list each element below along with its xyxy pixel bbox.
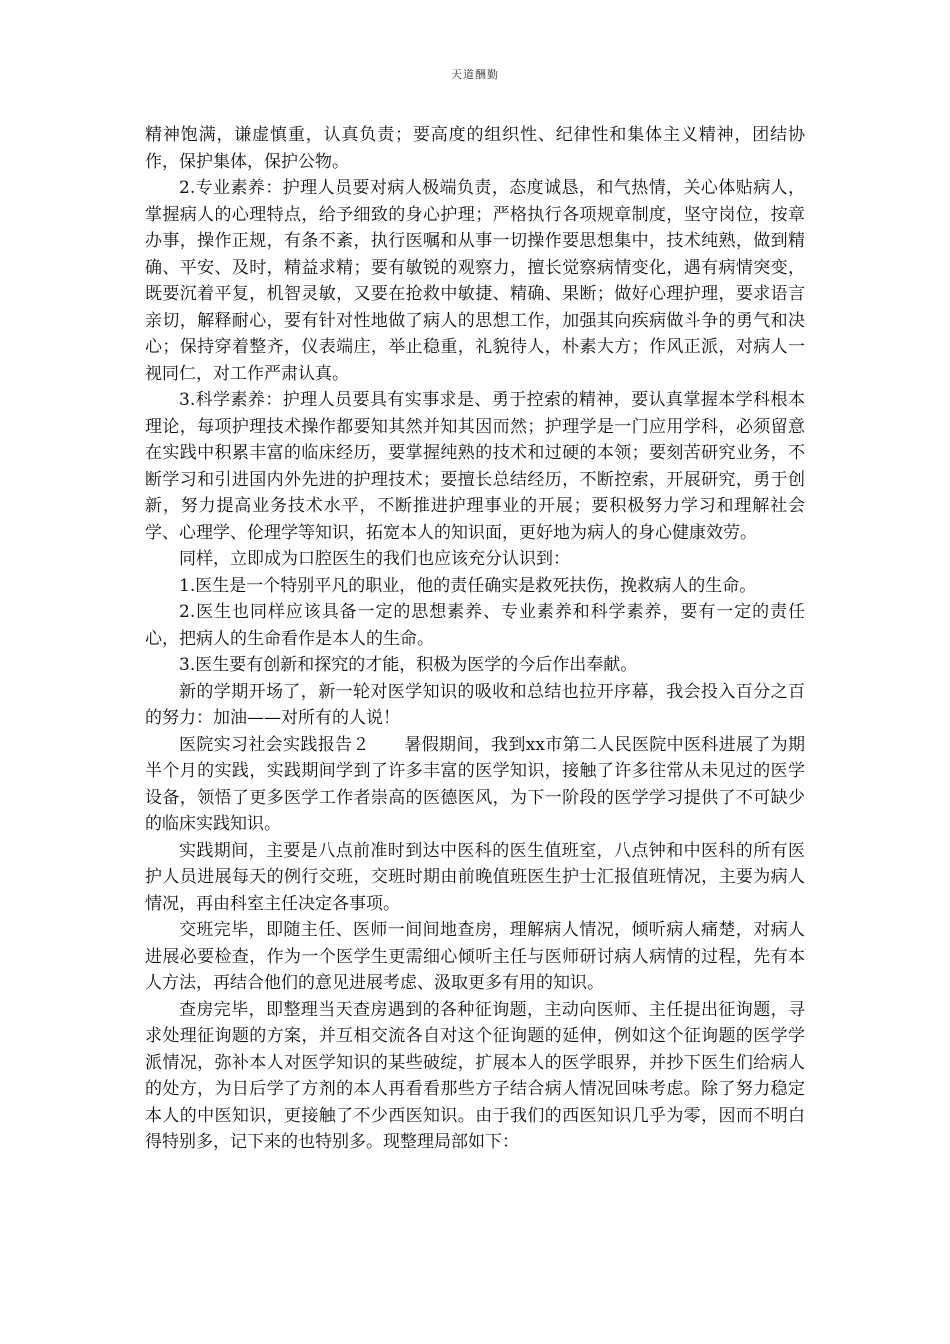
paragraph: 医院实习社会实践报告２ 暑假期间，我到xx市第二人民医院中医科进展了为期半个月的实践，实践期间学到了许多丰富的医学知识，接触了许多往常从未见过的医学设备，领悟了更多医学工作者崇高的医德医风，为下一阶段的医学学习提供了不可缺少的临床实践知识。 [145, 734, 805, 834]
paragraph: 3.科学素养：护理人员要具有实事求是、勇于控索的精神，要认真掌握本学科根本理论，每项护理技术操作都要知其然并知其因而然；护理学是一门应用学科，必须留意在实践中积累丰富的临床经历，要掌握纯熟的技术和过硬的本领；要刻苦研究业务，不断学习和引进国内外先进的护理技术；要擅长总结经历，不断控索，开展研究，勇于创新，努力提高业务技术水平，不断推进护理事业的开展；要积极努力学习和理解社会学、心理学、伦理学等知识，拓宽本人的知识面，更好地为病人的身心健康效劳。 [145, 390, 805, 543]
paragraph: 实践期间，主要是八点前准时到达中医科的医生值班室，八点钟和中医科的所有医护人员进展每天的例行交班，交班时期由前晚值班医生护士汇报值班情况，主要为病人情况，再由科室主任决定各事项。 [145, 840, 805, 914]
document-body [145, 122, 805, 1156]
paragraph: 精神饱满，谦虚慎重，认真负责；要高度的组织性、纪律性和集体主义精神，团结协作，保护集体，保护公物。 [145, 125, 805, 172]
page-header: 天道酬勤 [451, 68, 499, 81]
paragraph: 同样，立即成为口腔医生的我们也应该充分认识到： [179, 549, 570, 569]
paragraph: 交班完毕，即随主任、医师一间间地查房，理解病人情况，倾听病人痛楚，对病人进展必要检查，作为一个医学生更需细心倾听主任与医师研讨病人病情的过程，先有本人方法，再结合他们的意见进展考虑、汲取更多有用的知识。 [145, 920, 805, 993]
paragraph: 1.医生是一个特别平凡的职业，他的责任确实是救死扶伤，挽救病人的生命。 [179, 575, 757, 596]
paragraph: 3.医生要有创新和探究的才能，积极为医学的今后作出奉献。 [179, 655, 638, 675]
paragraph: 查房完毕，即整理当天查房遇到的各种征询题，主动向医师、主任提出征询题，寻求处理征询题的方案，并互相交流各自对这个征询题的延伸，例如这个征询题的医学学派情况，弥补本人对医学知识的某些破绽，扩展本人的医学眼界，并抄下医生们给病人的处方，为日后学了方剂的本人再看看那些方子结合病人情况回味考虑。除了努力稳定本人的中医知识，更接触了不少西医知识。由于我们的西医知识几乎为零，因而不明白得特别多，记下来的也特别多。现整理局部如下： [145, 999, 805, 1152]
paragraph: 2.专业素养：护理人员要对病人极端负责，态度诚恳，和气热情，关心体贴病人，掌握病人的心理特点，给予细致的身心护理；严格执行各项规章制度，坚守岗位，按章办事，操作正规，有条不紊，执行医嘱和从事一切操作要思想集中，技术纯熟，做到精确、平安、及时，精益求精；要有敏锐的观察力，擅长觉察病情变化，遇有病情突变，既要沉着平复，机智灵敏，又要在抢救中敏捷、精确、果断；做好心理护理，要求语言亲切，解释耐心，要有针对性地做了病人的思想工作，加强其向疾病做斗争的勇气和决心；保持穿着整齐，仪表端庄，举止稳重，礼貌待人，朴素大方；作风正派，对病人一视同仁，对工作严肃认真。 [145, 178, 805, 384]
paragraph: 新的学期开场了，新一轮对医学知识的吸收和总结也拉开序幕，我会投入百分之百的努力：加油——对所有的人说！ [145, 681, 805, 728]
paragraph: 2.医生也同样应该具备一定的思想素养、专业素养和科学素养，要有一定的责任心，把病人的生命看作是本人的生命。 [145, 602, 805, 649]
